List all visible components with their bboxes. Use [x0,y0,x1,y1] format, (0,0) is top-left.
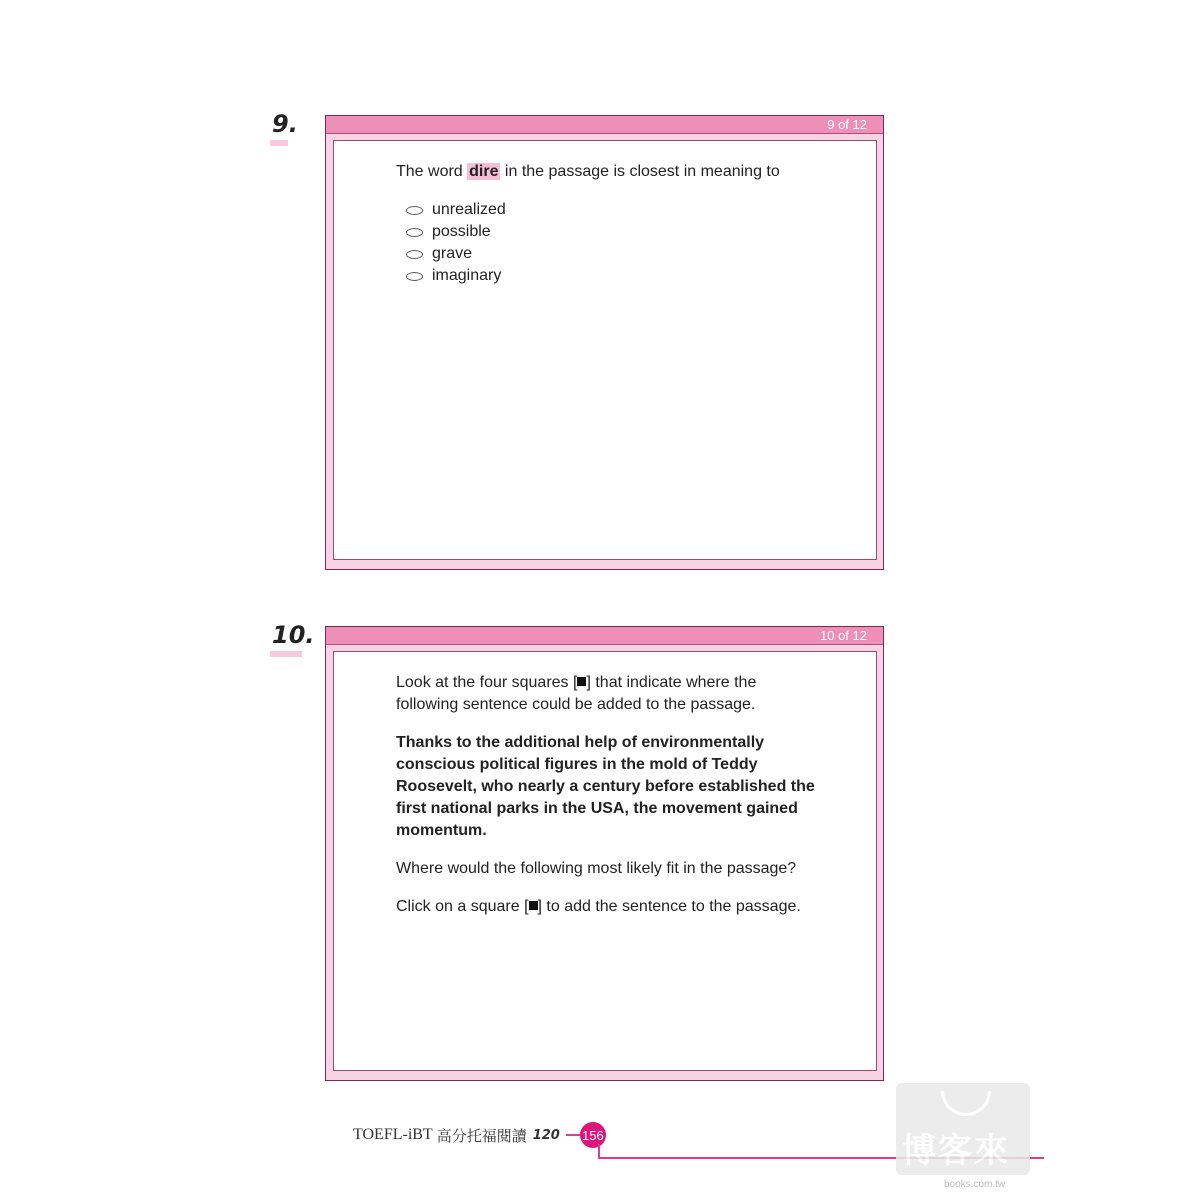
page-footer [353,1122,606,1148]
smile-icon [941,1091,991,1116]
instruction-text-before: Look at the four squares [ [396,674,578,691]
footer-rule [566,1134,580,1136]
answer-option[interactable] [406,199,826,221]
question-number-10 [272,623,315,647]
page-number-badge: 156 [580,1122,606,1148]
question-number-9 [272,112,298,136]
answer-options [396,199,826,287]
radio-icon[interactable] [406,250,423,259]
square-marker-icon [529,901,538,910]
option-label: unrealized [432,201,506,218]
prompt-text-after: in the passage is closest in meaning to [500,163,780,180]
radio-icon[interactable] [406,272,423,281]
question-content [396,161,826,287]
book-title-cjk: 高分托福閱讀 [436,1126,527,1145]
question-content [396,672,816,934]
radio-icon[interactable] [406,228,423,237]
click-instruction-after: ] to add the sentence to the passage. [537,898,801,915]
click-instruction [396,896,816,918]
insert-sentence: Thanks to the additional help of environmentally conscious political figures in the mold of Teddy Roosevelt, who nearly a century before established the first national parks in the USA, the movement gained momentum. [396,734,815,839]
instruction-text-after: ] that indicate where the following sentence could be added to the passage. [396,674,757,713]
watermark-text: 博客來 [902,1131,1010,1171]
answer-option[interactable] [406,221,826,243]
click-instruction-before: Click on a square [ [396,898,529,915]
question-panel [333,651,877,1071]
question-9-window [325,115,884,570]
question-progress: 10 of 12 [820,628,867,643]
question-number-text: 9. [272,110,298,138]
book-title: TOEFL-iBT [353,1126,433,1143]
prompt-text-before: The word [396,163,468,180]
question-panel [333,140,877,560]
title-bar [326,627,883,645]
question-prompt [396,161,826,183]
watermark-logo [896,1083,1030,1175]
option-label: imaginary [432,267,502,284]
question-number-underline [270,140,288,146]
question-number-text: 10. [272,621,315,649]
question-10-window [325,626,884,1081]
answer-option[interactable] [406,243,826,265]
highlighted-word: dire [469,163,499,180]
watermark-url: books.com.tw [944,1179,1006,1190]
title-bar [326,116,883,134]
question-number-underline [270,651,302,657]
footer-tick-line [598,1144,600,1158]
question-text: Where would the following most likely fit in the passage? [396,860,797,877]
answer-option[interactable] [406,265,826,287]
book-number: 120 [532,1127,560,1143]
radio-icon[interactable] [406,206,423,215]
option-label: grave [432,245,473,262]
instruction-text [396,672,816,716]
option-label: possible [432,223,491,240]
question-progress: 9 of 12 [827,117,867,132]
